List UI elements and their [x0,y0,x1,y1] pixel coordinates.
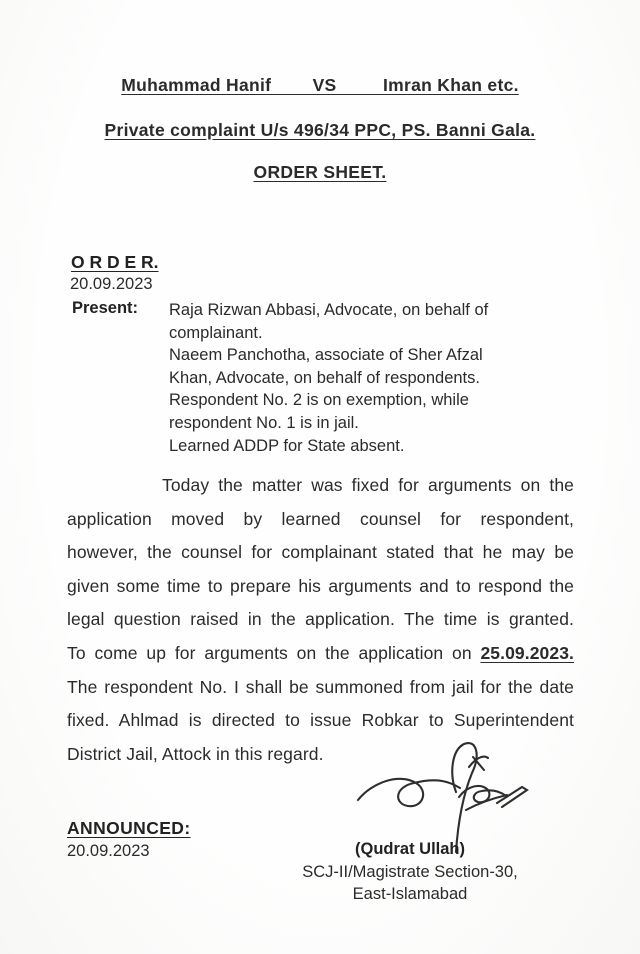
present-line: respondent No. 1 is in jail. [169,413,359,432]
announced-date: 20.09.2023 [67,842,150,860]
signatory-location: East-Islamabad [352,885,468,904]
present-line: Respondent No. 2 is on exemption, while [169,391,469,410]
body-line-with-hearing-date [67,637,574,671]
present-line: Learned ADDP for State absent. [169,436,405,455]
body-line: District Jail, Attock in this regard. [67,743,324,764]
hearing-date: 25.09.2023. [480,642,574,663]
body-line: Today the matter was fixed for arguments on the [162,475,574,495]
sheet-title: ORDER SHEET. [253,162,387,182]
case-parties-line: Muhammad Hanif VS Imran Khan etc. [121,75,519,95]
body-line: however, the counsel for complainant stated that he may be [67,542,574,563]
body-line: The respondent No. I shall be summoned from jail for the date [67,676,574,697]
body-line: application moved by learned counsel for respondent, [67,508,574,529]
body-line: fixed. Ahlmad is directed to issue Robkar to Superintendent [67,710,574,731]
signatory-title: SCJ-II/Magistrate Section-30, [302,862,518,881]
signatory-block [240,838,580,906]
announced-label: ANNOUNCED: [67,818,191,838]
body-line-text: To come up for arguments on the application on [67,642,481,663]
body-line: legal question raised in the application. The time is granted. [67,609,574,630]
present-line: Khan, Advocate, on behalf of respondents. [169,368,480,387]
present-line: Naeem Panchotha, associate of Sher Afzal [169,346,483,365]
present-label: Present: [72,299,139,317]
signatory-name: (Qudrat Ullah) [355,840,465,858]
present-line: complainant. [169,323,263,342]
order-heading: O R D E R. [71,252,159,272]
order-date: 20.09.2023 [70,275,153,293]
present-line: Raja Rizwan Abbasi, Advocate, on behalf of [169,301,489,319]
order-body-paragraph [67,469,574,771]
present-lines [169,299,488,457]
body-line: given some time to prepare his arguments and to respond the [67,575,574,596]
complaint-reference-line: Private complaint U/s 496/34 PPC, PS. Banni Gala. [104,120,536,140]
present-section [72,299,532,457]
